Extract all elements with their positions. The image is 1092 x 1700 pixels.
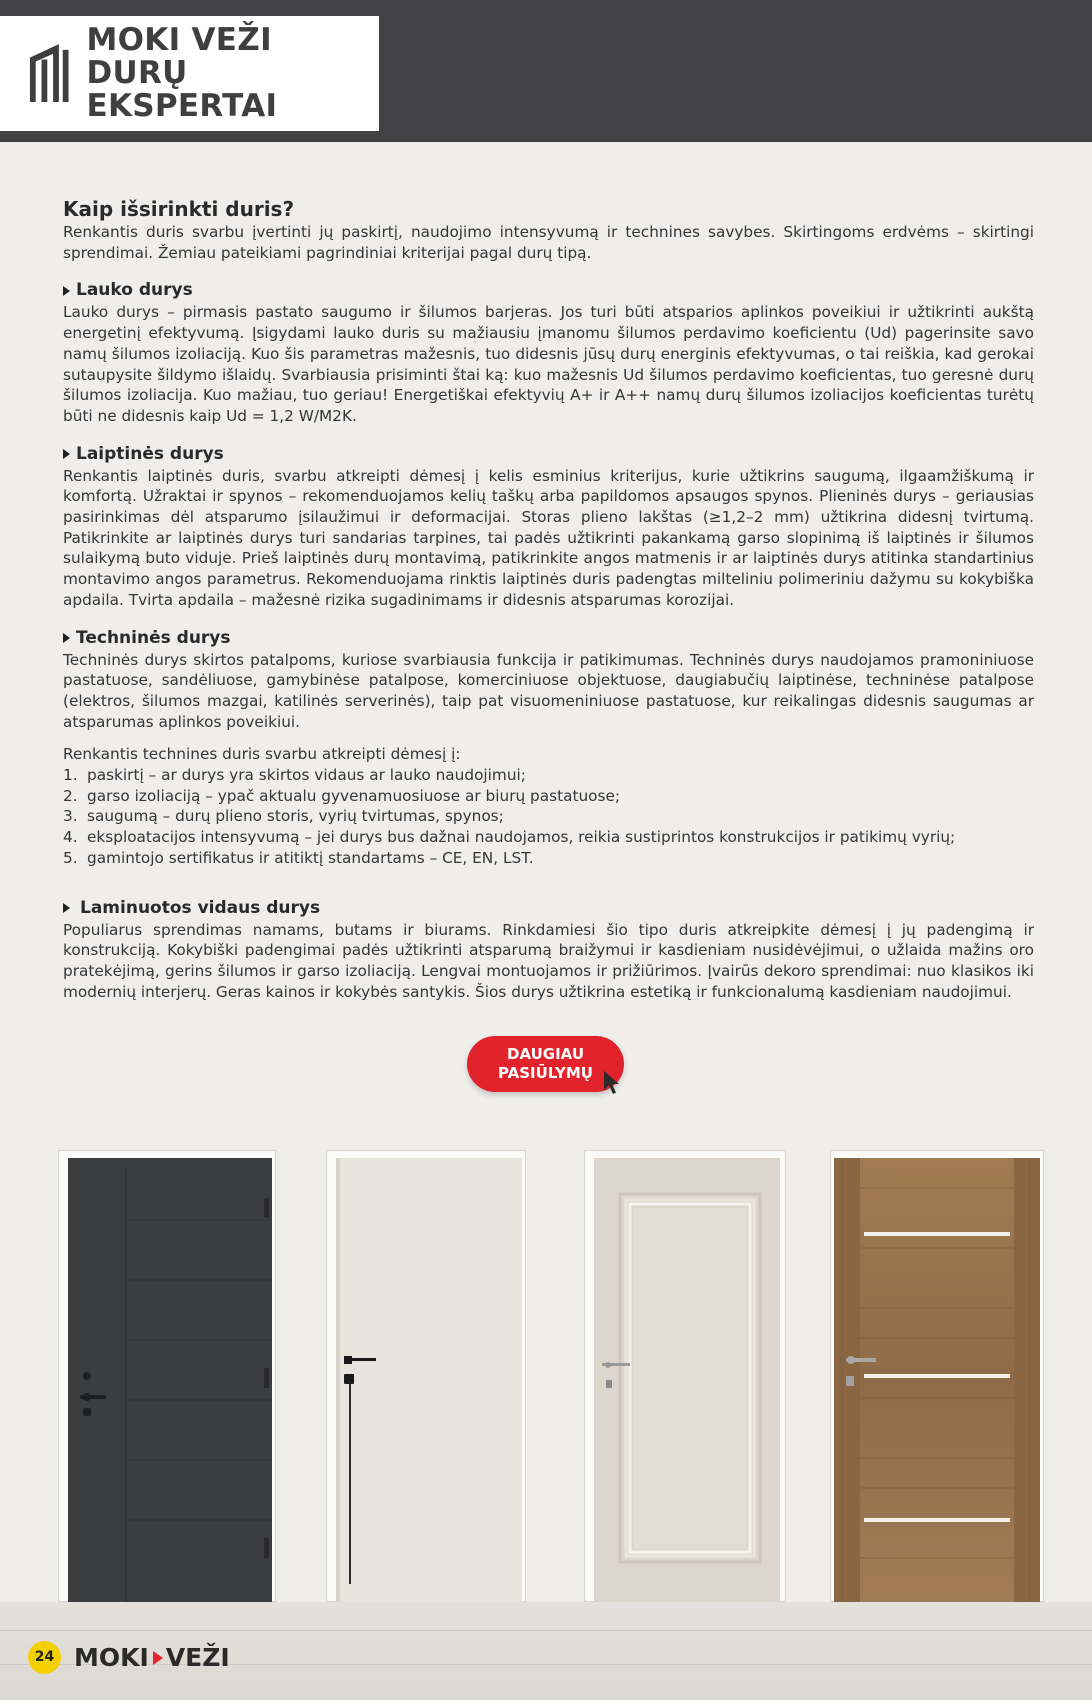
page-number-badge: 24 (28, 1641, 61, 1674)
section-text-laminuotos: Populiarus sprendimas namams, butams ir biurams. Rinkdamiesi šio tipo duris atkreipkite dėmesį į jų padengimą ir konstrukciją. Kokybiški padengimai padės užtikrinti atsparumą braižymui ir kasdieniam nusidėvėjimui, o užlaida mažins oro pratekėjimą, gerins šilumos ir garso izoliaciją. Lengvai montuojamos ir prižiūrimos. Įvairūs dekoro sprendimai: nuo klasikos iki modernių interjerų. Geras kainos ir kokybės santykis. Šios durys užtikrina estetiką ir funkcionalumą kasdieniam naudojimui. (63, 920, 1034, 1001)
section-title: Lauko durys (76, 280, 193, 301)
article (63, 196, 1034, 1002)
section-heading-lauko (63, 279, 1034, 302)
door-frame-1 (58, 1150, 276, 1602)
criteria-list (63, 765, 1034, 869)
criteria-intro: Renkantis technines duris svarbu atkreipti dėmesį į: (63, 745, 461, 764)
intro-text: Renkantis duris svarbu įvertinti jų paskirtį, naudojimo intensyvumą ir technines savybes. Skirtingoms erdvėms – skirtingi sprendimai. Žemiau pateikiami pagrindiniai kriterijai pagal durų tipą. (63, 223, 1034, 262)
list-item: 5. gamintojo sertifikatus ir atitiktį standartams – CE, EN, LST. (63, 848, 534, 867)
door-frame-4 (830, 1150, 1044, 1602)
cursor-click-icon (595, 1063, 629, 1097)
cta-line-2: PASIŪLYMŲ (498, 1064, 593, 1082)
door-cream-detail (336, 1158, 522, 1602)
section-text-laiptines: Renkantis laiptinės duris, svarbu atkreipti dėmesį į kelis esminius kriterijus, kurie užtikrins saugumą, ilgaamžiškumą ir komfortą. Užraktai ir spynos – rekomenduojamos kelių taškų arba papildomos apsaugos spynos. Plieninės durys – geriausias pasirinkimas dėl atsparumo įsilaužimui ir deformacijai. Storas plieno lakštas (≥1,2–2 mm) užtikrina didesnį tvirtumą. Patikrinkite ar laiptinės durys turi sandarias tarpines, tai padės užtikrinti pakankamą garso slopinimą iš laiptinės ir šilumos sulaikymą buto viduje. Prieš laiptinės durų montavimą, patikrinkite angos matmenis ir ar laiptinės durys atitinka standartinius montavimo angos parametrus. Rekomenduojama rinktis laiptinės duris padengtas milteliniu polimeriniu dažymu su kokybiška apdaila. Tvirta apdaila – mažesnė rizika sugadinimams ir didesnis atsparumas korozijai. (63, 466, 1034, 609)
section-heading-laiptines (63, 443, 1034, 466)
door-frame-2 (326, 1150, 526, 1602)
section-title: Laiptinės durys (76, 443, 224, 464)
door-dark-detail (68, 1158, 272, 1602)
list-item: 3. saugumą – durų plieno storis, vyrių tvirtumas, spynos; (63, 807, 504, 826)
page-title: Kaip išsirinkti duris? (63, 197, 295, 221)
door-logo-icon (28, 41, 70, 107)
door-frame-3 (584, 1150, 786, 1602)
list-item: 1. paskirtį – ar durys yra skirtos vidaus ar lauko naudojimui; (63, 766, 526, 785)
footer-brand-left: MOKI (74, 1643, 149, 1672)
brand-title (86, 24, 379, 123)
bullet-triangle-icon (63, 903, 70, 913)
section-text-technines: Techninės durys skirtos patalpoms, kuriose svarbiausia funkcija ir patikimumas. Techninės durys naudojamos pramoniniuose pastatuose, sandėliuose, gamybinėse patalpose, komerciniuose objektuose, daugiabučių laiptinėse, techninėse patalpose (elektros, šilumos mazgai, katilinės serverinės), taip pat visuomeniniuose pastatuose, kur reikalingas didesnis saugumas ar atsparumas aplinkos poveikiui. (63, 650, 1034, 731)
bullet-triangle-icon (63, 633, 70, 643)
cta-line-1: DAUGIAU (507, 1045, 584, 1063)
door-beige-detail (594, 1158, 780, 1602)
doors-showcase (0, 1150, 1092, 1610)
list-item: 4. eksploatacijos intensyvumą – jei durys bus dažnai naudojamos, reikia sustiprintos konstrukcijos ir patikimų vyrių; (63, 828, 956, 847)
brand-line-2: DURŲ EKSPERTAI (86, 55, 278, 124)
section-heading-laminuotos (63, 897, 1034, 920)
brand-logo-box[interactable] (0, 16, 379, 131)
bullet-triangle-icon (63, 449, 70, 459)
section-title: Laminuotos vidaus durys (80, 897, 321, 918)
section-heading-technines (63, 627, 1034, 650)
door-cream-image (336, 1158, 522, 1602)
section-title: Techninės durys (76, 627, 231, 648)
section-text-lauko: Lauko durys – pirmasis pastato saugumo ir šilumos barjeras. Jos turi būti atsparios aplinkos poveikiui ir užtikrinti aukštą energetinį efektyvumą. Įsigydami lauko duris su mažiausiu įmanomu šilumos perdavimo koeficientu (Ud) pagerinsite savo namų šilumos izoliaciją. Kuo šis parametras mažesnis, tuo didesnis jūsų durų energinis efektyvumas, o tai reiškia, kad gerokai sutaupysite šildymo išlaidų. Svarbiausia prisiminti štai ką: kuo mažesnis Ud šilumos perdavimo koeficientas, tuo geresnė durų šilumos izoliacija. Kuo mažiau, tuo geriau! Energetiškai efektyvių A+ ir A++ namų durų šilumos izoliacijos koeficientas turėtų būti ne didesnis kaip Ud = 1,2 W/M2K. (63, 303, 1034, 425)
brand-line-1: MOKI VEŽI (86, 22, 272, 58)
door-oak-image (834, 1158, 1040, 1602)
door-beige-image (594, 1158, 780, 1602)
door-dark-image (68, 1158, 272, 1602)
footer-brand-right: VEŽI (165, 1643, 230, 1672)
list-item: 2. garso izoliaciją – ypač aktualu gyvenamuosiuose ar biurų pastatuose; (63, 786, 621, 805)
bullet-triangle-icon (63, 286, 70, 296)
door-oak-detail (834, 1158, 1040, 1602)
footer-logo[interactable] (74, 1640, 230, 1676)
play-triangle-icon (153, 1651, 163, 1665)
